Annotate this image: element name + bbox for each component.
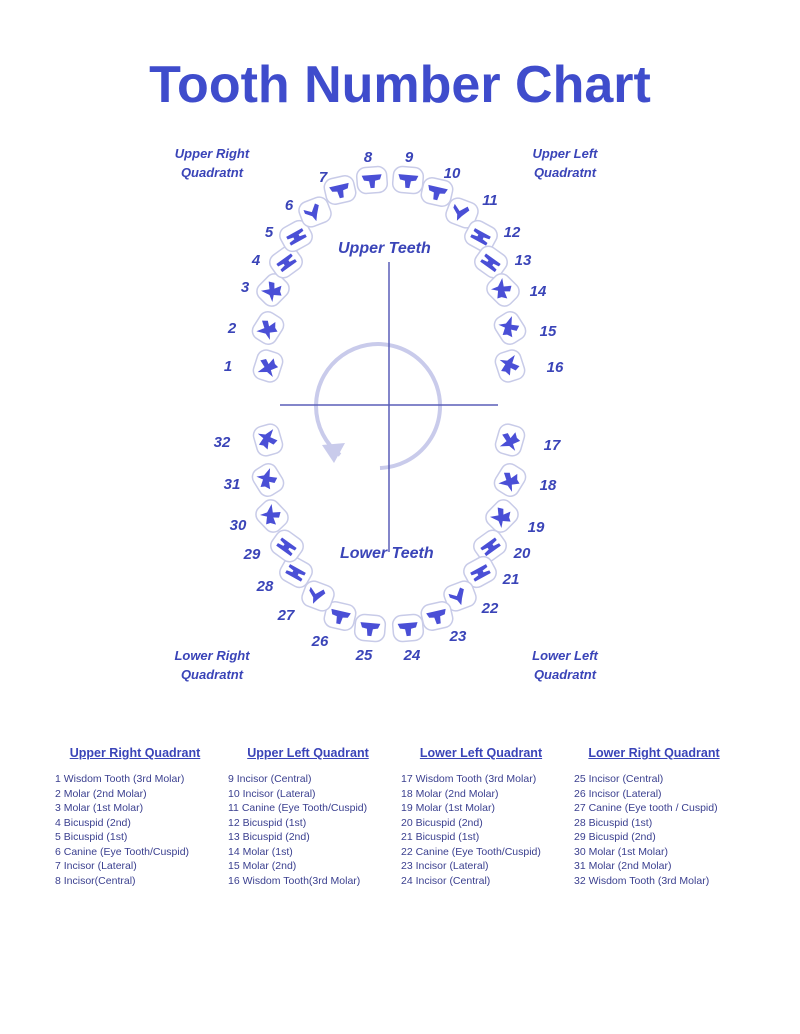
tooth-number: 31 — [223, 476, 241, 493]
legend-heading: Upper Left Quadrant — [247, 746, 369, 760]
legend-item: 28 Bicuspid (1st) — [574, 816, 653, 829]
tooth-number: 11 — [482, 192, 498, 209]
tooth-number: 21 — [502, 571, 520, 588]
tooth-number: 30 — [229, 517, 247, 534]
rotation-circle-arrow — [316, 344, 440, 468]
tooth-number: 22 — [481, 600, 499, 617]
legend-item: 9 Incisor (Central) — [228, 773, 312, 785]
tooth-19 — [482, 496, 522, 536]
quadrant-label-line: Upper Right — [174, 146, 250, 161]
tooth-number: 20 — [513, 545, 531, 562]
legend-item: 26 Incisor (Lateral) — [574, 787, 662, 800]
legend-heading: Lower Right Quadrant — [588, 746, 720, 760]
tooth-31 — [249, 460, 287, 499]
legend-lower-left — [401, 746, 561, 888]
tooth-2 — [249, 308, 287, 347]
tooth-number: 16 — [546, 359, 564, 376]
legend-item: 15 Molar (2nd) — [228, 860, 297, 872]
legend-item: 21 Bicuspid (1st) — [401, 831, 480, 843]
legend-heading: Upper Right Quadrant — [69, 746, 201, 760]
tooth-25 — [354, 614, 386, 642]
tooth-number: 26 — [311, 633, 329, 650]
legend-item: 6 Canine (Eye Tooth/Cuspid) — [55, 845, 190, 858]
tooth-8 — [356, 166, 388, 194]
legend-item: 29 Bicuspid (2nd) — [574, 831, 656, 843]
legend-item: 12 Bicuspid (1st) — [228, 816, 307, 829]
tooth-number: 2 — [227, 320, 237, 337]
page-title: Tooth Number Chart — [149, 56, 651, 114]
tooth-number: 9 — [404, 149, 414, 166]
tooth-number: 24 — [403, 647, 421, 664]
legend-lower-right — [574, 746, 734, 888]
quadrant-label-line: Upper Left — [532, 146, 598, 161]
legend-item: 2 Molar (2nd Molar) — [55, 787, 147, 800]
tooth-number: 7 — [318, 169, 328, 186]
legend-item: 20 Bicuspid (2nd) — [401, 816, 483, 829]
legend-item: 17 Wisdom Tooth (3rd Molar) — [401, 773, 537, 785]
tooth-15 — [491, 308, 529, 347]
legend-item: 8 Incisor(Central) — [55, 874, 136, 887]
tooth-number: 19 — [527, 519, 545, 536]
tooth-number: 23 — [449, 628, 467, 645]
legend-item: 16 Wisdom Tooth(3rd Molar) — [228, 874, 361, 887]
tooth-number: 10 — [443, 165, 461, 182]
tooth-7 — [322, 174, 357, 206]
legend-item: 19 Molar (1st Molar) — [401, 802, 495, 814]
legend-item: 27 Canine (Eye tooth / Cuspid) — [574, 802, 718, 814]
tooth-number: 29 — [243, 546, 261, 563]
tooth-number: 27 — [277, 607, 295, 624]
legend-item: 4 Bicuspid (2nd) — [55, 816, 131, 829]
legend-item: 24 Incisor (Central) — [401, 874, 491, 887]
legend-item: 5 Bicuspid (1st) — [55, 831, 128, 843]
tooth-17 — [493, 422, 526, 458]
tooth-number: 28 — [256, 578, 274, 595]
legend-item: 10 Incisor (Lateral) — [228, 787, 316, 800]
tooth-number: 8 — [363, 149, 373, 166]
tooth-32 — [251, 422, 284, 458]
legend-item: 11 Canine (Eye Tooth/Cuspid) — [228, 802, 368, 814]
upper-teeth-label: Upper Teeth — [338, 240, 431, 257]
legend-item: 7 Incisor (Lateral) — [55, 860, 137, 872]
tooth-number: 25 — [355, 647, 373, 664]
tooth-1 — [251, 348, 285, 385]
tooth-number: 14 — [529, 283, 547, 300]
quadrant-label-line: Lower Left — [532, 648, 598, 663]
lower-teeth-label: Lower Teeth — [340, 545, 434, 562]
legend-heading: Lower Left Quadrant — [419, 746, 543, 760]
quadrant-label-line: Quadratnt — [180, 667, 244, 682]
quadrant-label-line: Quadratnt — [180, 165, 244, 180]
legend-item: 23 Incisor (Lateral) — [401, 860, 489, 872]
tooth-number: 13 — [514, 252, 532, 269]
tooth-number: 1 — [223, 358, 233, 375]
legend-item: 22 Canine (Eye Tooth/Cuspid) — [401, 845, 541, 858]
tooth-number: 15 — [539, 323, 557, 340]
legend-item: 25 Incisor (Central) — [574, 773, 664, 785]
quadrant-label-line: Quadratnt — [533, 165, 597, 180]
tooth-number: 12 — [503, 224, 521, 241]
legend-item: 31 Molar (2nd Molar) — [574, 860, 672, 872]
tooth-number: 5 — [264, 224, 274, 241]
tooth-24 — [392, 614, 424, 642]
tooth-9 — [392, 166, 424, 194]
tooth-number: 32 — [213, 434, 231, 451]
legend-item: 3 Molar (1st Molar) — [55, 802, 144, 814]
legend-item: 1 Wisdom Tooth (3rd Molar) — [55, 773, 185, 785]
quadrant-label-line: Quadratnt — [533, 667, 597, 682]
tooth-number: 6 — [284, 197, 294, 214]
legend-item: 14 Molar (1st) — [228, 845, 293, 858]
tooth-number: 18 — [539, 477, 557, 494]
tooth-number: 3 — [240, 279, 250, 296]
legend-item: 13 Bicuspid (2nd) — [228, 831, 310, 843]
tooth-18 — [491, 460, 529, 499]
legend-item: 18 Molar (2nd Molar) — [401, 787, 499, 800]
tooth-number: 4 — [251, 252, 261, 269]
tooth-16 — [493, 348, 527, 385]
legend-item: 32 Wisdom Tooth (3rd Molar) — [574, 874, 710, 887]
quadrant-label-line: Lower Right — [174, 648, 250, 663]
legend-upper-left — [228, 746, 388, 888]
tooth-number: 17 — [543, 437, 561, 454]
legend-item: 30 Molar (1st Molar) — [574, 845, 668, 858]
legend-upper-right — [55, 746, 215, 888]
